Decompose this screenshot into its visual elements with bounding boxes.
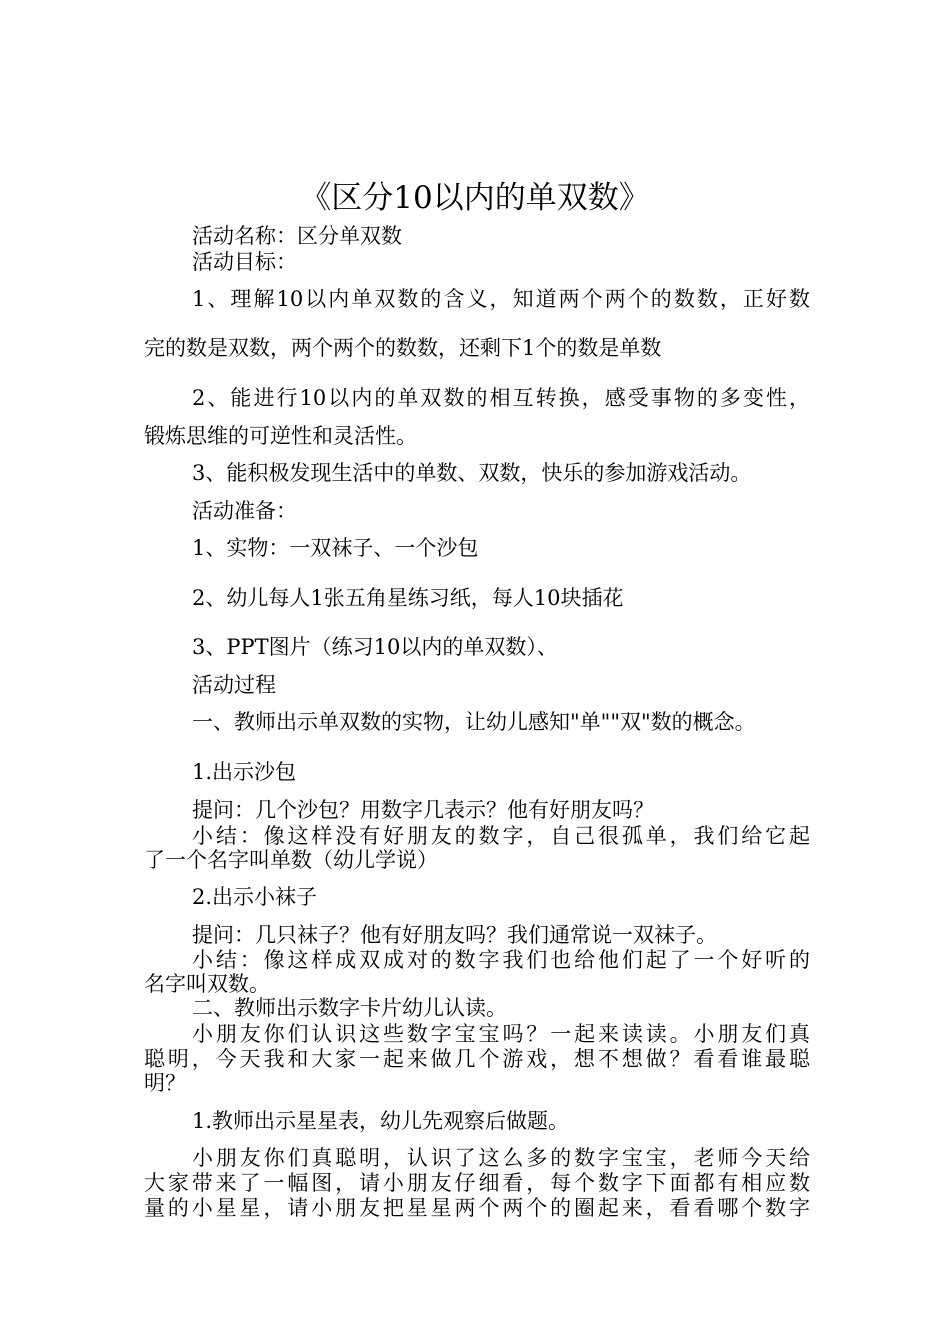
section-1-heading: 一、教师出示单双数的实物，让幼儿感知"单""双"数的概念。 — [192, 710, 756, 734]
goal-2-line-2: 锻炼思维的可逆性和灵活性。 — [144, 424, 417, 448]
step-1-summary-line-2: 了一个名字叫单数（幼儿学说） — [144, 848, 438, 872]
step-2-summary-line-2: 名字叫双数。 — [144, 972, 270, 996]
step-1-heading: 1.出示沙包 — [192, 760, 297, 784]
step-3-heading: 1.教师出示星星表，幼儿先观察后做题。 — [192, 1109, 570, 1133]
activity-process-heading: 活动过程 — [192, 673, 276, 697]
prep-item-1: 1、实物：一双袜子、一个沙包 — [192, 536, 479, 560]
step-2-heading: 2.出示小袜子 — [192, 885, 318, 909]
goal-2-line-1: 2、能进行10以内的单双数的相互转换，感受事物的多变性， — [192, 386, 810, 410]
step-2-summary-line-1: 小结：像这样成双成对的数字我们也给他们起了一个好听的 — [192, 948, 810, 972]
step-3-text-line-3: 量的小星星，请小朋友把星星两个两个的圈起来，看看哪个数字 — [144, 1196, 810, 1220]
prep-item-3: 3、PPT图片（练习10以内的单双数）、 — [192, 635, 558, 659]
activity-prep-heading: 活动准备： — [192, 499, 297, 523]
activity-name-line: 活动名称：区分单双数 — [192, 224, 402, 248]
step-1-summary-line-1: 小结：像这样没有好朋友的数字，自己很孤单，我们给它起 — [192, 824, 810, 848]
goal-3-line: 3、能积极发现生活中的单数、双数，快乐的参加游戏活动。 — [192, 461, 752, 485]
section-2-heading: 二、教师出示数字卡片幼儿认读。 — [192, 996, 507, 1020]
step-2-question: 提问：几只袜子？他有好朋友吗？我们通常说一双袜子。 — [192, 923, 717, 947]
activity-goals-heading: 活动目标： — [192, 250, 297, 274]
step-3-text-line-2: 大家带来了一幅图，请小朋友仔细看，每个数字下面都有相应数 — [144, 1171, 810, 1195]
goal-1-line-2: 完的数是双数，两个两个的数数，还剩下1个的数是单数 — [144, 336, 662, 360]
goal-1-line-1: 1、理解10以内单双数的含义，知道两个两个的数数，正好数 — [192, 287, 810, 311]
section-2-text-line-2: 聪明，今天我和大家一起来做几个游戏，想不想做？看看谁最聪 — [144, 1047, 810, 1071]
section-2-text-line-1: 小朋友你们认识这些数字宝宝吗？一起来读读。小朋友们真 — [192, 1022, 810, 1046]
step-1-question: 提问：几个沙包？用数字几表示？他有好朋友吗？ — [192, 798, 654, 822]
section-2-text-line-3: 明？ — [144, 1071, 186, 1095]
prep-item-2: 2、幼儿每人1张五角星练习纸，每人10块插花 — [192, 586, 624, 610]
step-3-text-line-1: 小朋友你们真聪明，认识了这么多的数字宝宝，老师今天给 — [192, 1146, 810, 1170]
document-title: 《区分10以内的单双数》 — [300, 180, 650, 216]
